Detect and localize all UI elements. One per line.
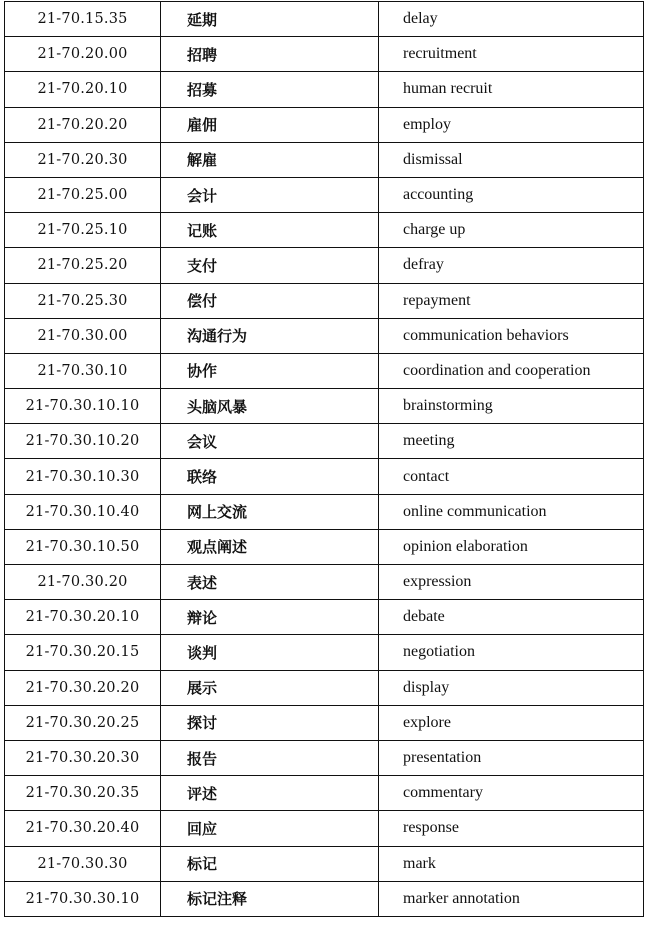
table-row [5, 353, 644, 388]
table-row [5, 565, 644, 600]
code-cell: 21-70.30.30 [5, 846, 161, 881]
chinese-term-cell: 观点阐述 [161, 529, 379, 564]
english-term-cell: contact [379, 459, 644, 494]
english-term-cell: brainstorming [379, 389, 644, 424]
table-row [5, 529, 644, 564]
table-row [5, 177, 644, 212]
english-term-cell: display [379, 670, 644, 705]
code-cell: 21-70.30.20 [5, 565, 161, 600]
english-term-cell: online communication [379, 494, 644, 529]
code-cell: 21-70.30.20.10 [5, 600, 161, 635]
english-term-cell: debate [379, 600, 644, 635]
chinese-term-cell: 标记注释 [161, 881, 379, 916]
english-term-cell: defray [379, 248, 644, 283]
code-cell: 21-70.20.10 [5, 72, 161, 107]
table-row [5, 881, 644, 916]
code-cell: 21-70.20.30 [5, 142, 161, 177]
chinese-term-cell: 表述 [161, 565, 379, 600]
table-row [5, 600, 644, 635]
code-cell: 21-70.25.10 [5, 213, 161, 248]
table-row [5, 811, 644, 846]
english-term-cell: mark [379, 846, 644, 881]
table-body [5, 2, 644, 917]
chinese-term-cell: 回应 [161, 811, 379, 846]
chinese-term-cell: 招募 [161, 72, 379, 107]
table-row [5, 740, 644, 775]
table-row [5, 72, 644, 107]
english-term-cell: marker annotation [379, 881, 644, 916]
chinese-term-cell: 谈判 [161, 635, 379, 670]
english-term-cell: presentation [379, 740, 644, 775]
code-cell: 21-70.30.10.50 [5, 529, 161, 564]
code-cell: 21-70.30.20.15 [5, 635, 161, 670]
chinese-term-cell: 协作 [161, 353, 379, 388]
code-cell: 21-70.30.20.40 [5, 811, 161, 846]
table-row [5, 142, 644, 177]
chinese-term-cell: 延期 [161, 2, 379, 37]
english-term-cell: communication behaviors [379, 318, 644, 353]
chinese-term-cell: 展示 [161, 670, 379, 705]
table-row [5, 107, 644, 142]
code-cell: 21-70.30.00 [5, 318, 161, 353]
table-row [5, 494, 644, 529]
table-row [5, 705, 644, 740]
code-cell: 21-70.30.20.30 [5, 740, 161, 775]
table-row [5, 776, 644, 811]
english-term-cell: explore [379, 705, 644, 740]
code-cell: 21-70.15.35 [5, 2, 161, 37]
english-term-cell: employ [379, 107, 644, 142]
table-row [5, 213, 644, 248]
table-row [5, 37, 644, 72]
chinese-term-cell: 探讨 [161, 705, 379, 740]
table-row [5, 283, 644, 318]
chinese-term-cell: 网上交流 [161, 494, 379, 529]
chinese-term-cell: 辩论 [161, 600, 379, 635]
code-cell: 21-70.20.20 [5, 107, 161, 142]
code-cell: 21-70.30.10 [5, 353, 161, 388]
english-term-cell: expression [379, 565, 644, 600]
code-cell: 21-70.30.20.25 [5, 705, 161, 740]
code-cell: 21-70.30.30.10 [5, 881, 161, 916]
english-term-cell: delay [379, 2, 644, 37]
code-cell: 21-70.25.30 [5, 283, 161, 318]
code-cell: 21-70.30.10.40 [5, 494, 161, 529]
english-term-cell: commentary [379, 776, 644, 811]
chinese-term-cell: 解雇 [161, 142, 379, 177]
code-cell: 21-70.25.20 [5, 248, 161, 283]
chinese-term-cell: 报告 [161, 740, 379, 775]
code-cell: 21-70.30.10.20 [5, 424, 161, 459]
classification-table-wrapper [4, 1, 644, 917]
table-row [5, 846, 644, 881]
chinese-term-cell: 支付 [161, 248, 379, 283]
english-term-cell: meeting [379, 424, 644, 459]
code-cell: 21-70.25.00 [5, 177, 161, 212]
table-row [5, 318, 644, 353]
chinese-term-cell: 招聘 [161, 37, 379, 72]
english-term-cell: human recruit [379, 72, 644, 107]
chinese-term-cell: 会计 [161, 177, 379, 212]
table-row [5, 248, 644, 283]
code-cell: 21-70.30.20.20 [5, 670, 161, 705]
chinese-term-cell: 评述 [161, 776, 379, 811]
english-term-cell: repayment [379, 283, 644, 318]
classification-table [4, 1, 644, 917]
english-term-cell: dismissal [379, 142, 644, 177]
english-term-cell: accounting [379, 177, 644, 212]
table-row [5, 459, 644, 494]
chinese-term-cell: 头脑风暴 [161, 389, 379, 424]
english-term-cell: response [379, 811, 644, 846]
english-term-cell: recruitment [379, 37, 644, 72]
chinese-term-cell: 沟通行为 [161, 318, 379, 353]
english-term-cell: charge up [379, 213, 644, 248]
chinese-term-cell: 偿付 [161, 283, 379, 318]
english-term-cell: coordination and cooperation [379, 353, 644, 388]
english-term-cell: opinion elaboration [379, 529, 644, 564]
chinese-term-cell: 记账 [161, 213, 379, 248]
code-cell: 21-70.30.10.10 [5, 389, 161, 424]
chinese-term-cell: 会议 [161, 424, 379, 459]
table-row [5, 635, 644, 670]
table-row [5, 424, 644, 459]
table-row [5, 2, 644, 37]
chinese-term-cell: 雇佣 [161, 107, 379, 142]
code-cell: 21-70.30.10.30 [5, 459, 161, 494]
english-term-cell: negotiation [379, 635, 644, 670]
table-row [5, 389, 644, 424]
code-cell: 21-70.30.20.35 [5, 776, 161, 811]
chinese-term-cell: 标记 [161, 846, 379, 881]
code-cell: 21-70.20.00 [5, 37, 161, 72]
table-row [5, 670, 644, 705]
chinese-term-cell: 联络 [161, 459, 379, 494]
